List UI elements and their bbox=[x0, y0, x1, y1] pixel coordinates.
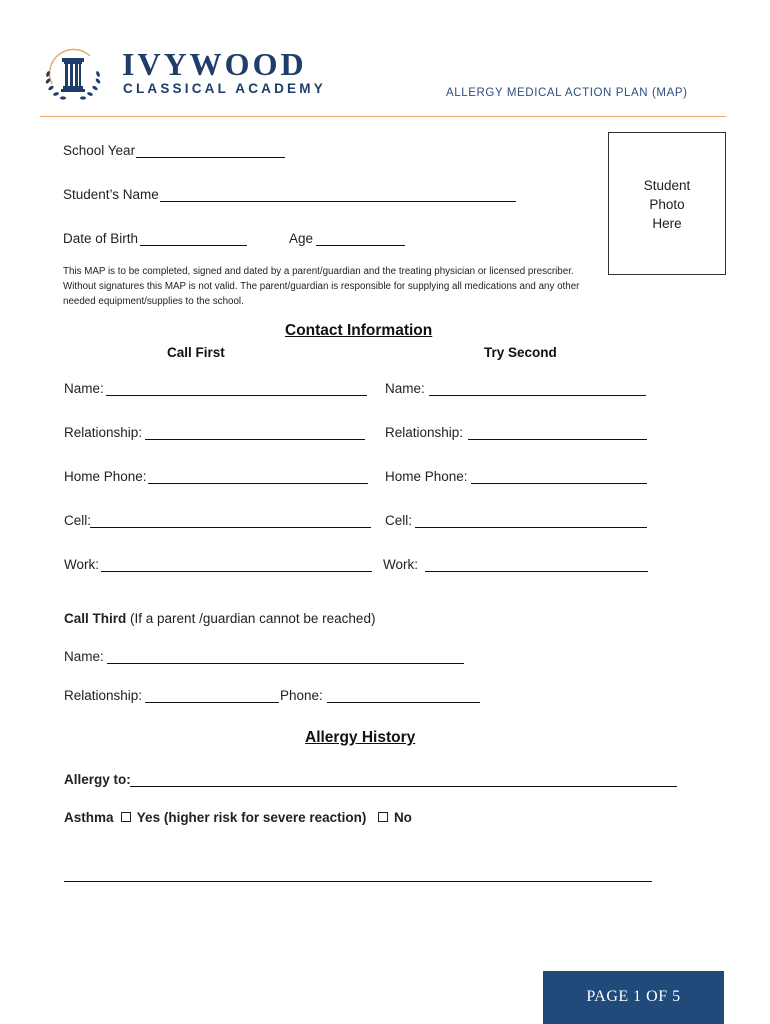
age-label: Age bbox=[289, 231, 314, 246]
map-notice: This MAP is to be completed, signed and dated by a parent/guardian and the treating physician or licensed prescriber. Without signatures this MAP is not valid. The parent/guardian is responsible for supplying all medications and any other needed equipment/supplies to the school. bbox=[63, 266, 580, 307]
allergy-to-field[interactable] bbox=[130, 786, 677, 787]
first-contact-name-label: Name: bbox=[64, 381, 104, 396]
first-contact-relationship-field[interactable] bbox=[145, 439, 365, 440]
second-contact-name-label: Name: bbox=[385, 381, 425, 396]
first-contact-home-phone-field[interactable] bbox=[148, 483, 368, 484]
brand-name: IVYWOOD bbox=[122, 46, 307, 82]
first-contact-relationship-label: Relationship: bbox=[64, 425, 143, 440]
first-contact-work-label: Work: bbox=[64, 557, 100, 572]
second-contact-home-phone-field[interactable] bbox=[471, 483, 647, 484]
call-first-heading: Call First bbox=[167, 345, 225, 360]
ivywood-logo-icon bbox=[42, 44, 104, 104]
asthma-row bbox=[64, 810, 412, 825]
contact-info-title: Contact Information bbox=[285, 322, 433, 339]
second-contact-name-field[interactable] bbox=[429, 395, 646, 396]
header-divider bbox=[40, 116, 726, 117]
call-third-heading bbox=[64, 611, 375, 626]
second-contact-home-phone-label: Home Phone: bbox=[385, 469, 468, 484]
school-year-label: School Year bbox=[63, 143, 136, 158]
asthma-no-checkbox[interactable] bbox=[378, 812, 388, 822]
third-contact-relationship-field[interactable] bbox=[145, 702, 279, 703]
allergy-to-label: Allergy to: bbox=[64, 772, 131, 787]
signature-line[interactable] bbox=[64, 881, 652, 882]
asthma-yes-checkbox[interactable] bbox=[121, 812, 131, 822]
second-contact-cell-field[interactable] bbox=[415, 527, 647, 528]
first-contact-home-phone-label: Home Phone: bbox=[64, 469, 147, 484]
second-contact-work-label: Work: bbox=[383, 557, 419, 572]
photo-text-line: Photo bbox=[649, 197, 685, 212]
first-contact-cell-label: Cell: bbox=[64, 513, 92, 528]
photo-text-line: Here bbox=[652, 216, 682, 231]
student-photo-placeholder bbox=[609, 176, 725, 233]
asthma-label: Asthma bbox=[64, 810, 114, 825]
age-field[interactable] bbox=[316, 245, 405, 246]
document-title: ALLERGY MEDICAL ACTION PLAN (MAP) bbox=[446, 87, 688, 99]
asthma-yes-label: Yes (higher risk for severe reaction) bbox=[136, 810, 367, 825]
page-number-label: PAGE 1 OF 5 bbox=[586, 988, 681, 1005]
photo-text-line: Student bbox=[643, 178, 691, 193]
first-contact-cell-field[interactable] bbox=[90, 527, 371, 528]
second-contact-work-field[interactable] bbox=[425, 571, 648, 572]
call-third-note: (If a parent /guardian cannot be reached) bbox=[130, 611, 376, 626]
third-contact-phone-label: Phone: bbox=[280, 688, 323, 703]
student-name-field[interactable] bbox=[160, 201, 516, 202]
third-contact-name-field[interactable] bbox=[107, 663, 464, 664]
dob-label: Date of Birth bbox=[63, 231, 139, 246]
third-contact-phone-field[interactable] bbox=[327, 702, 480, 703]
second-contact-relationship-field[interactable] bbox=[468, 439, 647, 440]
student-name-label: Student’s Name bbox=[63, 187, 159, 202]
asthma-no-label: No bbox=[393, 810, 412, 825]
try-second-heading: Try Second bbox=[484, 345, 557, 360]
first-contact-name-field[interactable] bbox=[106, 395, 367, 396]
third-contact-relationship-label: Relationship: bbox=[64, 688, 143, 703]
call-third-bold-label: Call Third bbox=[64, 611, 127, 626]
brand-subtitle: CLASSICAL ACADEMY bbox=[123, 81, 326, 96]
dob-field[interactable] bbox=[140, 245, 247, 246]
school-year-field[interactable] bbox=[136, 157, 285, 158]
allergy-history-title: Allergy History bbox=[305, 729, 416, 746]
third-contact-name-label: Name: bbox=[64, 649, 104, 664]
second-contact-cell-label: Cell: bbox=[385, 513, 413, 528]
first-contact-work-field[interactable] bbox=[101, 571, 372, 572]
second-contact-relationship-label: Relationship: bbox=[385, 425, 464, 440]
